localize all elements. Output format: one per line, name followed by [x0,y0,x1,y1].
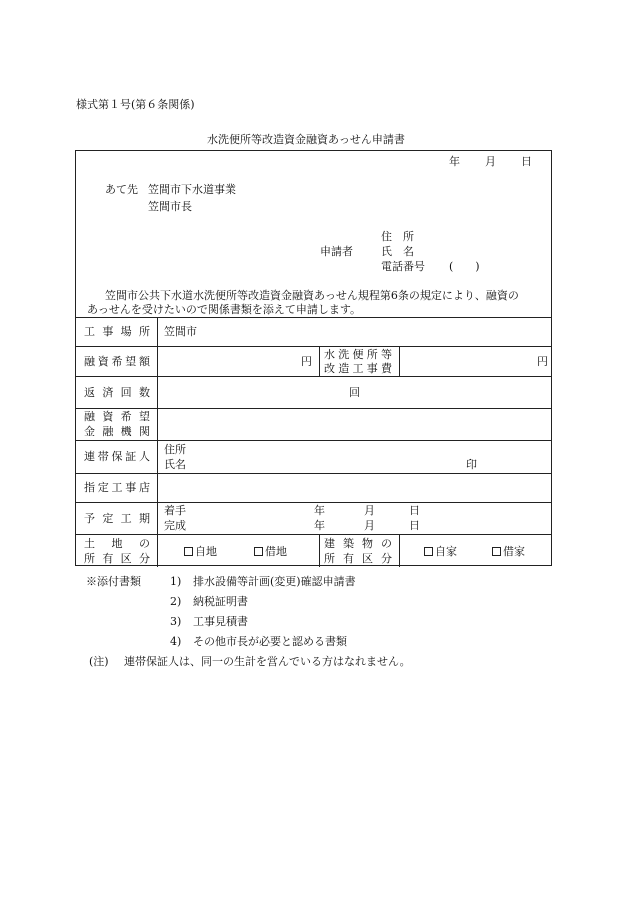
building-own-checkbox[interactable] [424,547,433,556]
building-label-2: 所 有 区 分 [324,552,392,565]
recipient-line1: 笠間市下水道事業 [148,183,236,196]
guarantor-seal: 印 [466,458,477,471]
land-label-2: 所 有 区 分 [84,552,150,565]
land-leased-checkbox[interactable] [254,547,263,556]
attachment-2-num: 2) [170,595,182,608]
schedule-finish-year: 年 [314,519,325,532]
note-label: (注) [89,655,109,668]
guarantor-address: 住所 [164,443,186,456]
loan-amount-label: 融 資 希 望 額 [84,355,150,368]
attachment-3-num: 3) [170,615,182,628]
land-leased-option[interactable]: 借地 [254,546,287,557]
building-leased-option[interactable]: 借家 [492,546,525,557]
attachment-1-num: 1) [170,575,182,588]
contractor-label: 指 定 工 事 店 [84,481,150,494]
schedule-label: 予 定 工 期 [84,512,150,525]
loan-amount-yen: 円 [301,355,312,368]
schedule-finish-label: 完成 [164,519,186,532]
cost-yen: 円 [537,355,548,368]
land-own-checkbox[interactable] [184,547,193,556]
form-number: 様式第１号(第６条関係) [76,98,195,111]
cost-label-1: 水 洗 便 所 等 [324,348,392,361]
land-label-1: 土 地 の [84,537,150,550]
bank-label-2: 金 融 機 関 [84,425,150,438]
schedule-start-day: 日 [409,504,420,517]
guarantor-label: 連 帯 保 証 人 [84,450,150,463]
land-own-option[interactable]: 自地 [184,546,217,557]
applicant-phone-parens: ( ) [449,260,480,273]
note-text: 連帯保証人は、同一の生計を営んでいる方はなれません。 [124,655,411,668]
building-leased-checkbox[interactable] [492,547,501,556]
guarantor-name: 氏名 [164,458,186,471]
building-own-option[interactable]: 自家 [424,546,457,557]
date-year: 年 [449,155,460,168]
applicant-label: 申請者 [320,245,353,258]
statement-line1: 笠間市公共下水道水洗便所等改造資金融資あっせん規程第6条の規定により、融資の [105,289,519,302]
attachment-2-text: 納税証明書 [193,595,248,608]
schedule-start-label: 着手 [164,504,186,517]
date-month: 月 [485,155,496,168]
recipient-line2: 笠間市長 [148,200,192,213]
attachment-4-num: 4) [170,635,182,648]
cost-label-2: 改 造 工 事 費 [324,362,392,375]
site-value: 笠間市 [164,325,197,338]
applicant-phone-label: 電話番号 [381,260,425,273]
attachments-label: ※添付書類 [86,575,141,588]
building-label-1: 建 築 物 の [324,537,392,550]
applicant-name-label: 氏 名 [381,245,414,258]
schedule-finish-day: 日 [409,519,420,532]
attachment-1-text: 排水設備等計画(変更)確認申請書 [193,575,356,588]
site-label: 工 事 場 所 [84,325,150,338]
attachment-4-text: その他市長が必要と認める書類 [193,635,347,648]
recipient-label: あて先 [105,183,138,196]
repay-label: 返 済 回 数 [84,386,150,399]
date-day: 日 [521,155,532,168]
schedule-start-year: 年 [314,504,325,517]
attachment-3-text: 工事見積書 [193,615,248,628]
schedule-finish-month: 月 [364,519,375,532]
form-title: 水洗便所等改造資金融資あっせん申請書 [207,133,405,146]
schedule-start-month: 月 [364,504,375,517]
applicant-address-label: 住 所 [381,230,414,243]
repay-unit: 回 [349,386,360,399]
statement-line2: あっせんを受けたいので関係書類を添えて申請します。 [87,303,362,316]
application-form [75,150,552,566]
bank-label-1: 融 資 希 望 [84,410,150,423]
